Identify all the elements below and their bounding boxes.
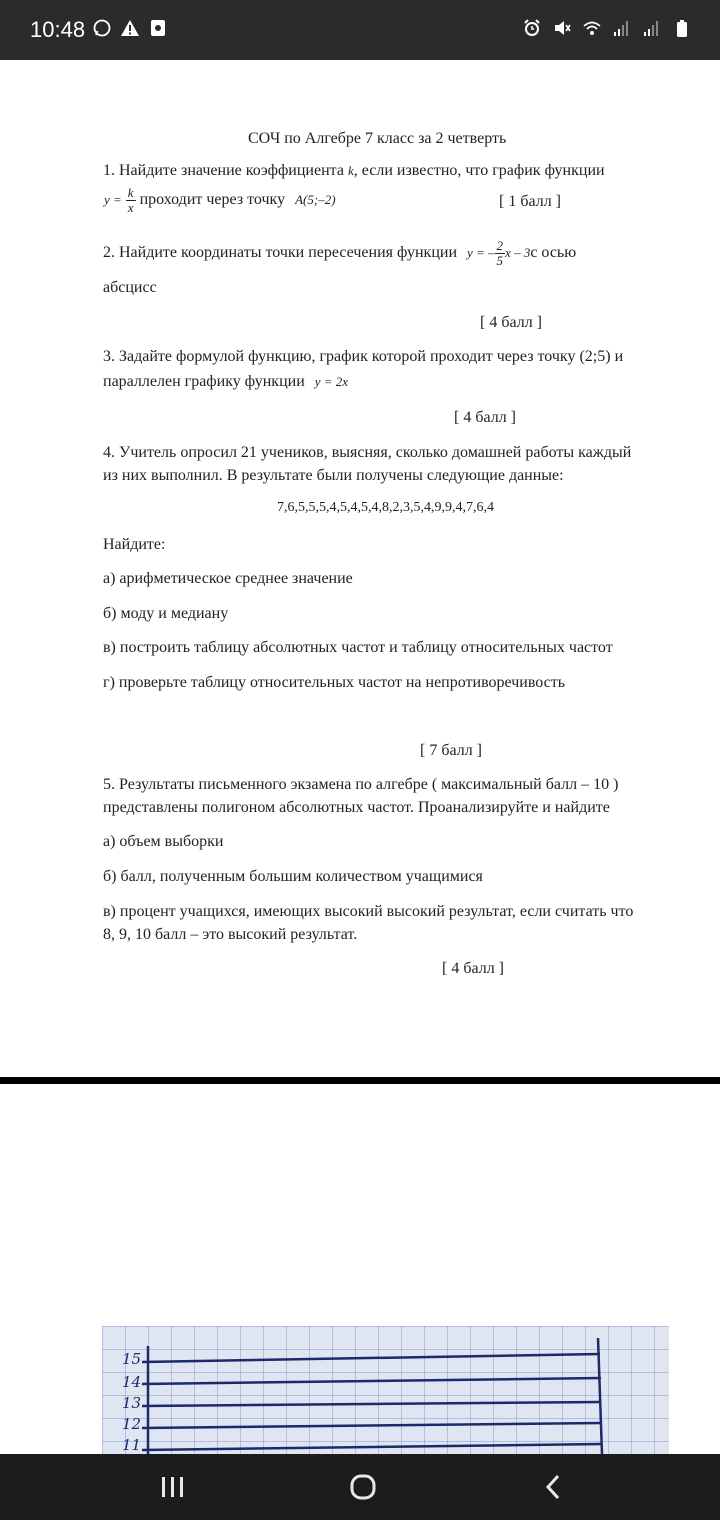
question-1-line-1: 1. Найдите значение коэффициента k, если известно, что график функции (103, 162, 605, 179)
navigation-bar (0, 1454, 720, 1520)
question-4-item-c: в) построить таблицу абсолютных частот и таблицу относительных частот (103, 639, 613, 656)
question-3-score: [ 4 балл ] (454, 409, 517, 426)
question-5-item-a: а) объем выборки (103, 833, 224, 850)
question-3-line-1: 3. Задайте формулой функцию, график которой проходит через точку (2;5) и (103, 348, 624, 365)
graph-paper-photo (102, 1326, 669, 1454)
question-4-data: 7,6,5,5,5,4,5,4,5,4,8,2,3,5,4,9,9,4,7,6,4 (277, 500, 494, 515)
wifi-icon (582, 18, 602, 38)
y-tick-label: 12 (122, 1415, 142, 1433)
question-3-line-2: параллелен графику функции y = 2x (103, 373, 349, 390)
fraction-k-over-x: $\frac{k}{x}$ (127, 185, 134, 215)
question-1-score: [ 1 балл ] (499, 193, 562, 210)
question-4-line-1: 4. Учитель опросил 21 учеников, выясняя, сколько домашней работы каждый (103, 444, 632, 461)
question-5-item-c-line-1: в) процент учащихся, имеющих высокий высокий результат, если считать что (103, 903, 634, 920)
status-bar (0, 0, 720, 60)
y-tick-label: 14 (122, 1373, 142, 1391)
mute-icon (552, 18, 572, 38)
battery-icon (672, 18, 692, 38)
question-5-item-c-line-2: 8, 9, 10 балл – это высокий результат. (103, 926, 358, 943)
recents-icon[interactable] (156, 1472, 190, 1502)
question-1-line-2: y = $\frac{k}{x}$ проходит через точку A(5;–2) (104, 185, 336, 215)
back-icon[interactable] (536, 1472, 570, 1502)
question-2-line-1: 2. Найдите координаты точки пересечения функции y = – $\frac{2}{5}$ x – 3с осью (103, 238, 577, 268)
status-time: 10:48 (30, 17, 86, 42)
hand-drawn-grid (102, 1326, 669, 1454)
home-icon[interactable] (346, 1472, 380, 1502)
warning-icon (120, 18, 140, 38)
question-5-item-b: б) балл, полученным большим количеством учащимися (103, 868, 483, 885)
screenshot-icon (148, 18, 168, 38)
signal-icon (612, 18, 632, 38)
question-4-item-b: б) моду и медиану (103, 605, 229, 622)
question-4-find: Найдите: (103, 536, 166, 553)
question-2-score: [ 4 балл ] (480, 314, 543, 331)
whatsapp-icon (92, 18, 112, 38)
signal-icon (642, 18, 662, 38)
question-4-item-a: а) арифметическое среднее значение (103, 570, 353, 587)
question-2-line-2: абсцисс (103, 279, 157, 296)
document-title: СОЧ по Алгебре 7 класс за 2 четверть (248, 130, 507, 147)
question-4-item-d: г) проверьте таблицу относительных частот на непротиворечивость (103, 674, 566, 691)
alarm-icon (522, 18, 542, 38)
question-5-line-2: представлены полигоном абсолютных частот. Проанализируйте и найдите (103, 799, 610, 816)
y-tick-label: 15 (122, 1350, 142, 1368)
page-separator (0, 1077, 720, 1084)
question-4-score: [ 7 балл ] (420, 742, 483, 759)
question-4-line-2: из них выполнил. В результате были получены следующие данные: (103, 467, 564, 484)
question-5-score: [ 4 балл ] (442, 960, 505, 977)
document-page (0, 60, 720, 1078)
question-5-line-1: 5. Результаты письменного экзамена по алгебре ( максимальный балл – 10 ) (103, 776, 619, 793)
y-tick-label: 11 (122, 1436, 142, 1454)
y-tick-label: 13 (122, 1394, 142, 1412)
